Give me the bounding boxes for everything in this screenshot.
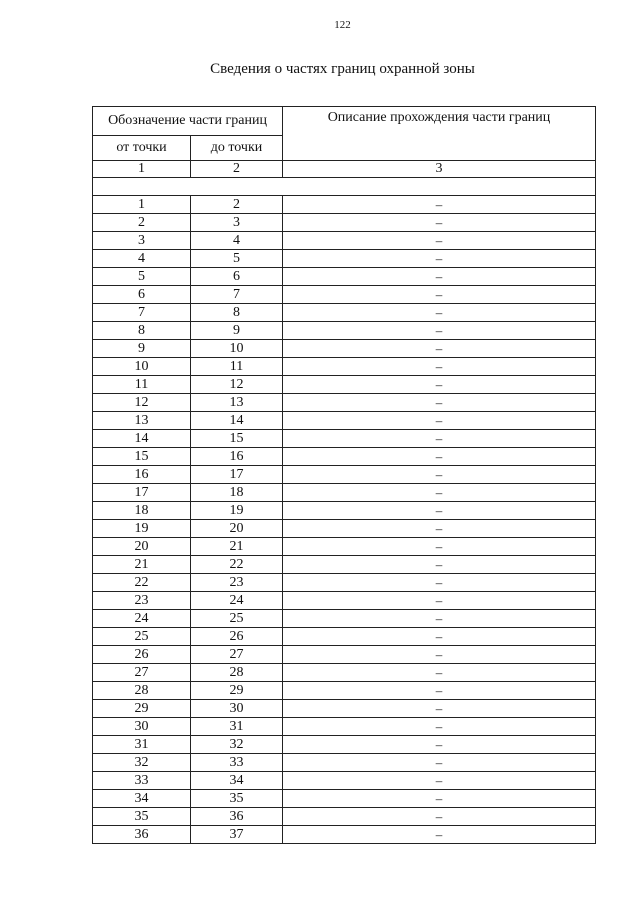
table-row xyxy=(93,682,596,700)
from-point-cell: 7 xyxy=(93,304,191,322)
description-cell: – xyxy=(283,322,596,340)
description-cell: – xyxy=(283,682,596,700)
from-point-cell: 35 xyxy=(93,808,191,826)
table-row xyxy=(93,448,596,466)
to-point-cell: 31 xyxy=(191,718,283,736)
description-cell: – xyxy=(283,808,596,826)
header-row xyxy=(93,107,596,136)
description-cell: – xyxy=(283,700,596,718)
table-row xyxy=(93,718,596,736)
from-point-cell: 8 xyxy=(93,322,191,340)
from-point-cell: 16 xyxy=(93,466,191,484)
description-cell: – xyxy=(283,826,596,844)
table-row xyxy=(93,772,596,790)
table-row xyxy=(93,826,596,844)
table-row xyxy=(93,700,596,718)
table-row xyxy=(93,394,596,412)
description-cell: – xyxy=(283,502,596,520)
description-cell: – xyxy=(283,538,596,556)
table-row xyxy=(93,286,596,304)
description-cell: – xyxy=(283,790,596,808)
table-row xyxy=(93,340,596,358)
from-point-cell: 4 xyxy=(93,250,191,268)
to-point-cell: 17 xyxy=(191,466,283,484)
to-point-cell: 36 xyxy=(191,808,283,826)
table-row xyxy=(93,538,596,556)
to-point-cell: 13 xyxy=(191,394,283,412)
table-row xyxy=(93,736,596,754)
description-cell: – xyxy=(283,610,596,628)
to-point-cell: 14 xyxy=(191,412,283,430)
from-point-cell: 19 xyxy=(93,520,191,538)
table-row xyxy=(93,520,596,538)
table-row xyxy=(93,628,596,646)
to-point-cell: 24 xyxy=(191,592,283,610)
table-row xyxy=(93,664,596,682)
from-point-cell: 9 xyxy=(93,340,191,358)
description-cell: – xyxy=(283,592,596,610)
description-cell: – xyxy=(283,754,596,772)
description-cell: – xyxy=(283,484,596,502)
table-row xyxy=(93,484,596,502)
from-point-cell: 18 xyxy=(93,502,191,520)
table-row xyxy=(93,358,596,376)
table-row xyxy=(93,214,596,232)
description-cell: – xyxy=(283,304,596,322)
table-row xyxy=(93,430,596,448)
table-row xyxy=(93,304,596,322)
to-point-cell: 9 xyxy=(191,322,283,340)
description-cell: – xyxy=(283,520,596,538)
to-point-cell: 28 xyxy=(191,664,283,682)
table-row xyxy=(93,250,596,268)
from-point-header: от точки xyxy=(93,136,191,161)
description-cell: – xyxy=(283,664,596,682)
empty-cell xyxy=(93,178,596,196)
description-cell: – xyxy=(283,448,596,466)
from-point-cell: 34 xyxy=(93,790,191,808)
description-cell: – xyxy=(283,376,596,394)
to-point-cell: 15 xyxy=(191,430,283,448)
table-row xyxy=(93,412,596,430)
from-point-cell: 12 xyxy=(93,394,191,412)
to-point-cell: 33 xyxy=(191,754,283,772)
column-number-1: 1 xyxy=(93,161,191,178)
description-cell: – xyxy=(283,646,596,664)
to-point-cell: 3 xyxy=(191,214,283,232)
to-point-cell: 22 xyxy=(191,556,283,574)
table-row xyxy=(93,808,596,826)
table-row xyxy=(93,610,596,628)
to-point-cell: 26 xyxy=(191,628,283,646)
to-point-cell: 7 xyxy=(191,286,283,304)
empty-row xyxy=(93,178,596,196)
boundary-parts-table xyxy=(92,106,596,844)
from-point-cell: 30 xyxy=(93,718,191,736)
table-row xyxy=(93,196,596,214)
from-point-cell: 21 xyxy=(93,556,191,574)
description-cell: – xyxy=(283,466,596,484)
table-row xyxy=(93,790,596,808)
from-point-cell: 15 xyxy=(93,448,191,466)
to-point-cell: 21 xyxy=(191,538,283,556)
to-point-cell: 20 xyxy=(191,520,283,538)
from-point-cell: 32 xyxy=(93,754,191,772)
from-point-cell: 1 xyxy=(93,196,191,214)
description-cell: – xyxy=(283,772,596,790)
to-point-cell: 4 xyxy=(191,232,283,250)
table-row xyxy=(93,376,596,394)
column-number-2: 2 xyxy=(191,161,283,178)
to-point-cell: 34 xyxy=(191,772,283,790)
table-row xyxy=(93,646,596,664)
from-point-cell: 11 xyxy=(93,376,191,394)
from-point-cell: 20 xyxy=(93,538,191,556)
description-cell: – xyxy=(283,268,596,286)
designation-header: Обозначение части границ xyxy=(93,107,283,136)
from-point-cell: 26 xyxy=(93,646,191,664)
description-cell: – xyxy=(283,430,596,448)
table-row xyxy=(93,466,596,484)
to-point-cell: 5 xyxy=(191,250,283,268)
table-row xyxy=(93,268,596,286)
to-point-cell: 30 xyxy=(191,700,283,718)
from-point-cell: 24 xyxy=(93,610,191,628)
table-row xyxy=(93,232,596,250)
description-cell: – xyxy=(283,718,596,736)
to-point-cell: 16 xyxy=(191,448,283,466)
to-point-cell: 2 xyxy=(191,196,283,214)
to-point-cell: 18 xyxy=(191,484,283,502)
from-point-cell: 5 xyxy=(93,268,191,286)
description-cell: – xyxy=(283,340,596,358)
document-title: Сведения о частях границ охранной зоны xyxy=(210,61,475,77)
to-point-cell: 25 xyxy=(191,610,283,628)
table-row xyxy=(93,592,596,610)
table-row xyxy=(93,322,596,340)
to-point-cell: 29 xyxy=(191,682,283,700)
to-point-cell: 6 xyxy=(191,268,283,286)
column-number-3: 3 xyxy=(283,161,596,178)
to-point-cell: 35 xyxy=(191,790,283,808)
to-point-cell: 8 xyxy=(191,304,283,322)
to-point-cell: 10 xyxy=(191,340,283,358)
description-cell: – xyxy=(283,394,596,412)
description-cell: – xyxy=(283,214,596,232)
from-point-cell: 27 xyxy=(93,664,191,682)
page-number: 122 xyxy=(334,19,351,31)
from-point-cell: 14 xyxy=(93,430,191,448)
description-cell: – xyxy=(283,412,596,430)
description-cell: – xyxy=(283,286,596,304)
to-point-cell: 27 xyxy=(191,646,283,664)
from-point-cell: 13 xyxy=(93,412,191,430)
description-cell: – xyxy=(283,574,596,592)
from-point-cell: 28 xyxy=(93,682,191,700)
from-point-cell: 22 xyxy=(93,574,191,592)
from-point-cell: 3 xyxy=(93,232,191,250)
to-point-cell: 19 xyxy=(191,502,283,520)
from-point-cell: 2 xyxy=(93,214,191,232)
to-point-cell: 12 xyxy=(191,376,283,394)
table-row xyxy=(93,556,596,574)
description-cell: – xyxy=(283,556,596,574)
from-point-cell: 33 xyxy=(93,772,191,790)
column-number-row xyxy=(93,161,596,178)
table-row xyxy=(93,574,596,592)
from-point-cell: 25 xyxy=(93,628,191,646)
table-row xyxy=(93,754,596,772)
description-cell: – xyxy=(283,232,596,250)
to-point-cell: 11 xyxy=(191,358,283,376)
from-point-cell: 10 xyxy=(93,358,191,376)
description-cell: – xyxy=(283,628,596,646)
description-cell: – xyxy=(283,736,596,754)
description-cell: – xyxy=(283,196,596,214)
to-point-header: до точки xyxy=(191,136,283,161)
to-point-cell: 37 xyxy=(191,826,283,844)
from-point-cell: 6 xyxy=(93,286,191,304)
from-point-cell: 23 xyxy=(93,592,191,610)
from-point-cell: 17 xyxy=(93,484,191,502)
to-point-cell: 32 xyxy=(191,736,283,754)
from-point-cell: 36 xyxy=(93,826,191,844)
description-header: Описание прохождения части границ xyxy=(283,107,596,161)
description-cell: – xyxy=(283,358,596,376)
description-cell: – xyxy=(283,250,596,268)
table-row xyxy=(93,502,596,520)
from-point-cell: 29 xyxy=(93,700,191,718)
to-point-cell: 23 xyxy=(191,574,283,592)
from-point-cell: 31 xyxy=(93,736,191,754)
